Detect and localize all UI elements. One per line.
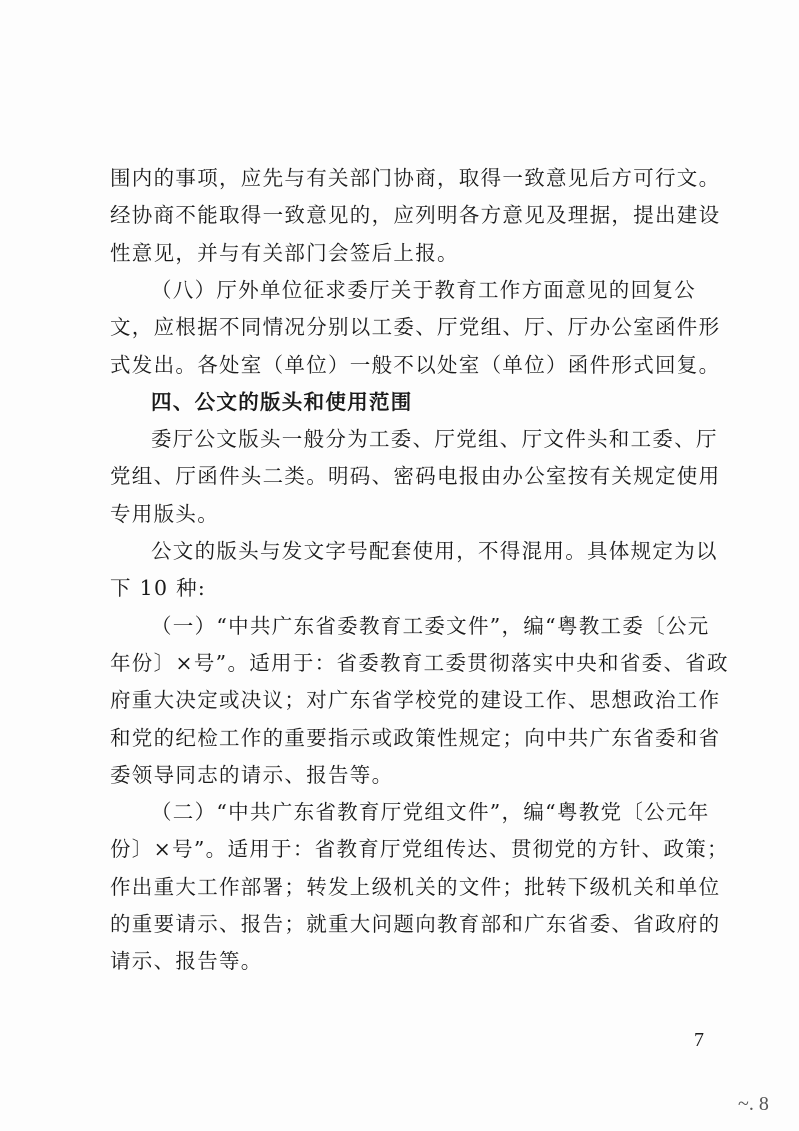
text-line: 文，应根据不同情况分别以工委、厅党组、厅、厅办公室函件形 xyxy=(110,315,721,340)
text-line: 请示、报告等。 xyxy=(110,949,263,974)
text-line: 性意见，并与有关部门会签后上报。 xyxy=(110,240,459,265)
text-line: 经协商不能取得一致意见的，应列明各方意见及理据，提出建设 xyxy=(110,203,721,228)
text-line: 份〕×号”。适用于：省教育厅党组传达、贯彻党的方针、政策； xyxy=(110,837,729,862)
text-line: 的重要请示、报告；就重大问题向教育部和广东省委、省政府的 xyxy=(110,912,721,936)
text-line: 府重大决定或决议；对广东省学校党的建设工作、思想政治工作 xyxy=(110,688,721,713)
sheet-number-mark: ~. 8 xyxy=(738,1093,769,1115)
text-line: 式发出。各处室（单位）一般不以处室（单位）函件形式回复。 xyxy=(110,352,721,377)
text-line: 围内的事项，应先与有关部门协商，取得一致意见后方可行文。 xyxy=(110,166,721,190)
page-number: 7 xyxy=(694,1029,704,1051)
text-line: （八）厅外单位征求委厅关于教育工作方面意见的回复公 xyxy=(151,277,696,302)
text-line: （二）“中共广东省教育厅党组文件”，编“粤教党〔公元年 xyxy=(151,800,710,825)
text-line: 年份〕×号”。适用于：省委教育工委贯彻落实中央和省委、省政 xyxy=(110,650,729,675)
text-line: 委厅公文版头一般分为工委、厅党组、厅文件头和工委、厅 xyxy=(151,427,718,452)
text-line: 委领导同志的请示、报告等。 xyxy=(110,762,394,787)
text-line: 专用版头。 xyxy=(110,501,219,526)
text-line: （一）“中共广东省委教育工委文件”，编“粤教工委〔公元 xyxy=(151,613,710,638)
section-heading: 四、公文的版头和使用范围 xyxy=(151,389,413,414)
text-line: 和党的纪检工作的重要指示或政策性规定；向中共广东省委和省 xyxy=(110,725,721,750)
text-line: 下 10 种: xyxy=(110,576,207,601)
text-line: 党组、厅函件头二类。明码、密码电报由办公室按有关规定使用 xyxy=(110,464,721,489)
text-line: 作出重大工作部署；转发上级机关的文件；批转下级机关和单位 xyxy=(110,874,721,899)
text-line: 公文的版头与发文字号配套使用，不得混用。具体规定为以 xyxy=(151,539,718,563)
